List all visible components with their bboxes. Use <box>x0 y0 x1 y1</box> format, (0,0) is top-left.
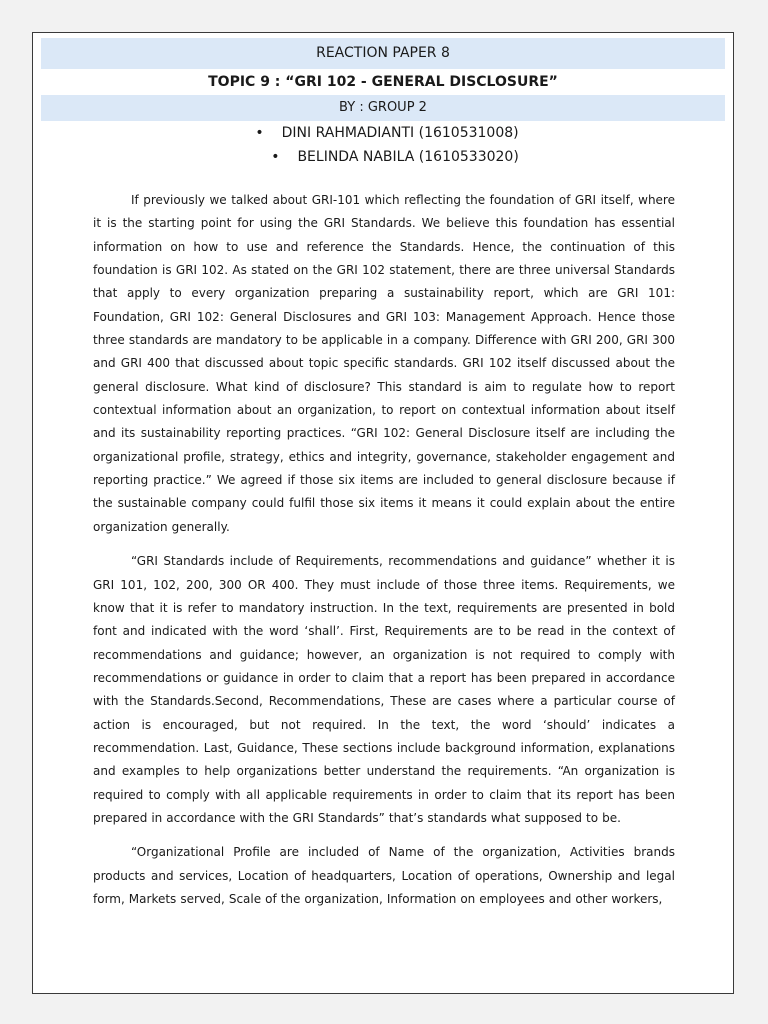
group-label: BY : GROUP 2 <box>339 100 427 115</box>
author-row-2 <box>41 145 725 169</box>
group-band <box>41 95 725 121</box>
document-page <box>32 32 734 994</box>
topic-heading: TOPIC 9 : “GRI 102 - GENERAL DISCLOSURE” <box>208 74 558 90</box>
paragraph-2: “GRI Standards include of Requirements, recommendations and guidance” whether it is GRI 101, 102, 200, 300 OR 400. They must include of those three items. Requirements, we know that it is refer to mandatory instruction. In the text, requirements are presented in bold font and indicated with the word ‘shall’. First, Requirements are to be read in the context of recommendations and guidance; however, an organization is not required to comply with recommendations or guidance in order to claim that a report has been prepared in accordance with the Standards.Second, Recommendations, These are cases where a particular course of action is encouraged, but not required. In the text, the word ‘should’ indicates a recommendation. Last, Guidance, These sections include background information, explanations and examples to help organizations better understand the requirements. “An organization is required to comply with all applicable requirements in order to claim that its report has been prepared in accordance with the GRI Standards” that’s standards what supposed to be. <box>93 554 675 825</box>
body-text <box>93 189 675 922</box>
bullet-icon: • <box>271 149 280 165</box>
title-band <box>41 38 725 69</box>
bullet-icon: • <box>255 125 264 141</box>
topic-band <box>41 69 725 95</box>
author-name: DINI RAHMADIANTI (1610531008) <box>281 125 519 141</box>
author-row-1 <box>41 121 725 145</box>
author-name: BELINDA NABILA (1610533020) <box>297 149 519 165</box>
paragraph-1: If previously we talked about GRI-101 which reflecting the foundation of GRI itself, where it is the starting point for using the GRI Standards. We believe this foundation has essential information on how to use and reference the Standards. Hence, the continuation of this foundation is GRI 102. As stated on the GRI 102 statement, there are three universal Standards that apply to every organization preparing a sustainability report, which are GRI 101: Foundation, GRI 102: General Disclosures and GRI 103: Management Approach. Hence those three standards are mandatory to be applicable in a company. Difference with GRI 200, GRI 300 and GRI 400 that discussed about topic specific standards. GRI 102 itself discussed about the general disclosure. What kind of disclosure? This standard is aim to regulate how to report contextual information about an organization, to report on contextual information about itself and its sustainability reporting practices. “GRI 102: General Disclosure itself are including the organizational profile, strategy, ethics and integrity, governance, stakeholder engagement and reporting practice.” We agreed if those six items are included to general disclosure because if the sustainable company could fulfil those six items it means it could explain about the entire organization generally. <box>93 193 675 534</box>
paper-title: REACTION PAPER 8 <box>316 45 450 61</box>
paragraph-3: “Organizational Profile are included of Name of the organization, Activities brands products and services, Location of headquarters, Location of operations, Ownership and legal form, Markets served, Scale of the organization, Information on employees and other workers, <box>93 845 675 906</box>
